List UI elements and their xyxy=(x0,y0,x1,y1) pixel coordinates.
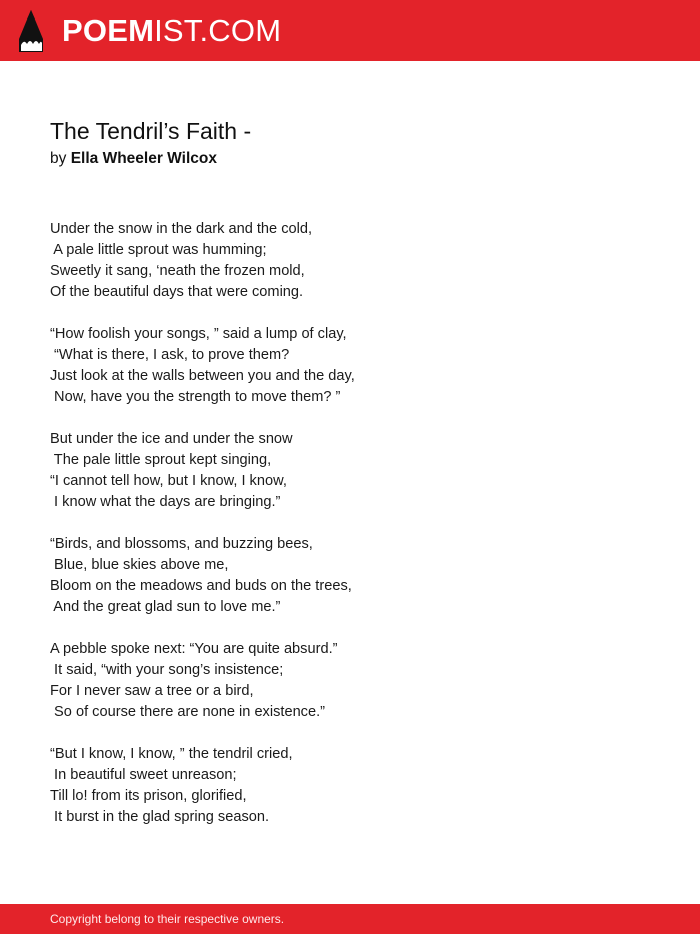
poem-line: In beautiful sweet unreason; xyxy=(50,767,237,783)
poem-line: A pebble spoke next: “You are quite absurd.” xyxy=(50,641,338,657)
brand-name-bold: POEM xyxy=(62,13,155,48)
poem-line: Bloom on the meadows and buds on the trees, xyxy=(50,578,352,594)
stanza xyxy=(50,324,670,408)
site-logo-link[interactable] xyxy=(62,12,281,50)
poem-line: But under the ice and under the snow xyxy=(50,431,293,447)
site-header xyxy=(0,0,700,61)
poem-line: It said, “with your song’s insistence; xyxy=(50,662,284,678)
poem-line: Of the beautiful days that were coming. xyxy=(50,284,304,300)
stanza xyxy=(50,744,670,828)
stanza xyxy=(50,219,670,303)
stanza xyxy=(50,429,670,513)
poem-line: Blue, blue skies above me, xyxy=(50,557,229,573)
by-label: by xyxy=(50,150,67,167)
poem-line: Till lo! from its prison, glorified, xyxy=(50,788,247,804)
poem-line: And the great glad sun to love me.” xyxy=(50,599,281,615)
poem-line: Just look at the walls between you and the day, xyxy=(50,368,355,384)
poem-line: “Birds, and blossoms, and buzzing bees, xyxy=(50,536,313,552)
poem-line: For I never saw a tree or a bird, xyxy=(50,683,254,699)
poem-line: “How foolish your songs, ” said a lump of clay, xyxy=(50,326,347,342)
poem-title: The Tendril’s Faith - xyxy=(50,118,252,144)
poem-line: So of course there are none in existence.” xyxy=(50,704,326,720)
poem-line: “But I know, I know, ” the tendril cried, xyxy=(50,746,293,762)
site-footer xyxy=(0,904,700,934)
poem-line: Now, have you the strength to move them? ” xyxy=(50,389,341,405)
stanza xyxy=(50,534,670,618)
poem-line: “What is there, I ask, to prove them? xyxy=(50,347,290,363)
copyright-notice: Copyright belong to their respective owners. xyxy=(50,912,285,926)
poem-line: Under the snow in the dark and the cold, xyxy=(50,221,313,237)
poem-line: Sweetly it sang, ‘neath the frozen mold, xyxy=(50,263,305,279)
poem-line: I know what the days are bringing.” xyxy=(50,494,281,510)
pencil-tip-icon[interactable] xyxy=(18,9,44,53)
poem-body xyxy=(50,219,670,849)
poem-line: A pale little sprout was humming; xyxy=(50,242,267,258)
poem-line: “I cannot tell how, but I know, I know, xyxy=(50,473,287,489)
author-name: Ella Wheeler Wilcox xyxy=(70,150,217,167)
poem-line: It burst in the glad spring season. xyxy=(50,809,270,825)
stanza xyxy=(50,639,670,723)
poem-line: The pale little sprout kept singing, xyxy=(50,452,272,468)
byline xyxy=(50,149,217,169)
brand-name-light: IST.COM xyxy=(154,13,282,48)
